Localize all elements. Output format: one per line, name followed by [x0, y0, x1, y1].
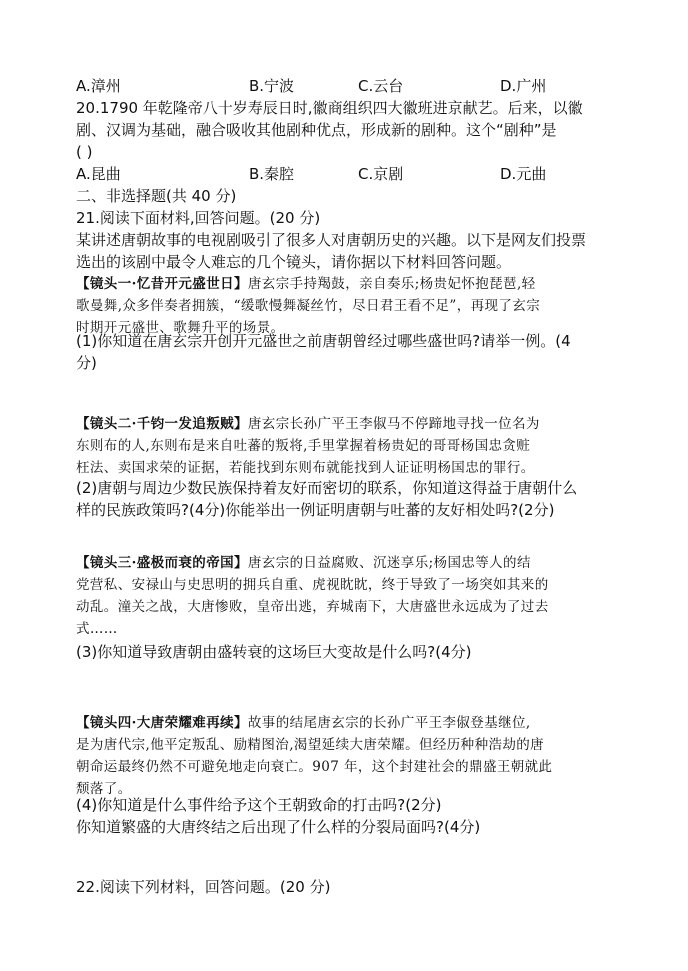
q20-option-a[interactable]: A.昆曲 [76, 165, 121, 183]
q19-option-c[interactable]: C.云台 [358, 77, 404, 95]
q20-option-d[interactable]: D.元曲 [500, 165, 547, 183]
shot2-line-3: 枉法、卖国求荣的证据，若能找到东则布就能找到人证证明杨国忠的罪行。 [76, 460, 535, 476]
q21-intro-line-2: 选出的该剧中最令人难忘的几个镜头，请你据以下材料回答问题。 [76, 253, 512, 271]
q21-intro-line-1: 某讲述唐朝故事的电视剧吸引了很多人对唐朝历史的兴趣。以下是网友们投票 [76, 231, 587, 249]
shot3-line-4: 式…… [76, 621, 118, 637]
q21-sub2-line-2: 样的民族政策吗?(4分)你能举出一例证明唐朝与吐蕃的友好相处吗?(2分) [76, 501, 555, 519]
q20-option-b[interactable]: B.秦腔 [249, 165, 295, 183]
shot1-line-2: 歌曼舞,众多伴奏者拥簇，“缓歌慢舞凝丝竹，尽日君王看不足”，再现了玄宗 [76, 298, 541, 314]
shot4-line-3: 朝命运最终仍然不可避免地走向衰亡。907 年，这个封建社会的鼎盛王朝就此 [76, 759, 553, 775]
shot4-line-4: 颓落了。 [76, 781, 132, 797]
shot2-text: 唐玄宗长孙广平王李俶马不停蹄地寻找一位名为 [247, 416, 540, 432]
q21-sub4-line-1: (4)你知道是什么事件给予这个王朝致命的打击吗?(2分) [76, 796, 442, 814]
shot4-text: 故事的结尾唐玄宗的长孙广平王李俶登基继位, [247, 715, 531, 731]
q21-title: 21.阅读下面材料,回答问题。(20 分) [76, 209, 321, 227]
q21-sub3-line-1: (3)你知道导致唐朝由盛转衰的这场巨大变故是什么吗?(4分) [76, 643, 472, 661]
shot1-line-3: 时期开元盛世、歌舞升平的场景。 [76, 320, 285, 336]
q20-option-c[interactable]: C.京剧 [358, 165, 404, 183]
q21-sub2-line-1: (2)唐朝与周边少数民族保持着友好而密切的联系，你知道这得益于唐朝什么 [76, 479, 578, 497]
shot1-heading: 【镜头一·忆昔开元盛世日】 [76, 276, 248, 292]
shot4-line-2: 是为唐代宗,他平定叛乱、励精图治,渴望延续大唐荣耀。但经历种种浩劫的唐 [76, 737, 545, 753]
shot1-line-1 [76, 273, 536, 295]
shot3-heading: 【镜头三·盛极而衰的帝国】 [76, 555, 248, 571]
q19-options [76, 75, 636, 97]
shot2-heading: 【镜头二·千钧一发追叛贼】 [76, 416, 248, 432]
shot2-line-1 [76, 413, 540, 435]
shot3-line-3: 动乱。潼关之战，大唐惨败，皇帝出逃，弃城南下，大唐盛世永远成为了过去 [76, 599, 549, 615]
q22-title: 22.阅读下列材料，回答问题。(20 分) [76, 878, 331, 896]
shot4-heading: 【镜头四·大唐荣耀难再续】 [76, 715, 248, 731]
q19-option-d[interactable]: D.广州 [500, 77, 547, 95]
q20-stem-line-2: 剧、汉调为基础，融合吸收其他剧种优点，形成新的剧种。这个“剧种”是 [76, 121, 557, 139]
q21-sub1-line-2: 分) [76, 354, 97, 372]
shot2-line-2: 东则布的人,东则布是来自吐蕃的叛将,手里掌握着杨贵妃的哥哥杨国忠贪赃 [76, 438, 531, 454]
q19-option-b[interactable]: B.宁波 [249, 77, 295, 95]
q19-option-a[interactable]: A.漳州 [76, 77, 121, 95]
q20-stem-line-1: 20.1790 年乾隆帝八十岁寿辰日时,徽商组织四大徽班进京献艺。后来，以徽 [76, 99, 583, 117]
shot4-line-1 [76, 712, 531, 734]
shot3-line-1 [76, 552, 531, 574]
section-title: 二、非选择题(共 40 分) [76, 187, 237, 205]
shot3-line-2: 党营私、安禄山与史思明的拥兵自重、虎视眈眈，终于导致了一场突如其来的 [76, 577, 549, 593]
shot3-text: 唐玄宗的日益腐败、沉迷享乐;杨国忠等人的结 [247, 555, 531, 571]
q20-answer-bracket: ( ) [76, 143, 93, 161]
q20-options [76, 163, 636, 185]
q21-sub1-line-1: (1)你知道在唐玄宗开创开元盛世之前唐朝曾经过哪些盛世吗?请举一例。(4 [76, 332, 571, 350]
shot1-text: 唐玄宗手持羯鼓，亲自奏乐;杨贵妃怀抱琵琶,轻 [247, 276, 536, 292]
q21-sub4-line-2: 你知道繁盛的大唐终结之后出现了什么样的分裂局面吗?(4分) [76, 818, 481, 836]
